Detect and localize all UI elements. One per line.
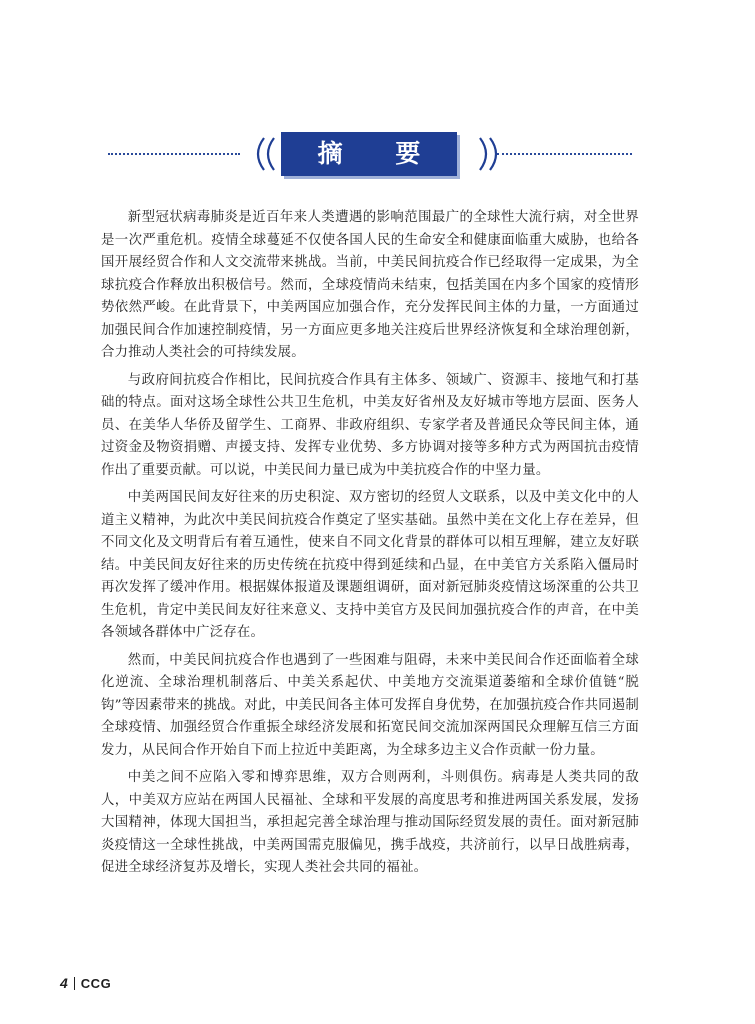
- bracket-left-icon: [246, 134, 280, 174]
- footer-divider: [74, 977, 75, 990]
- page-footer: [60, 974, 111, 992]
- title-banner: [0, 132, 755, 176]
- dotted-rule-left: [108, 153, 240, 155]
- paragraph-5: 中美之间不应陷入零和博弈思维，双方合则两利，斗则俱伤。病毒是人类共同的敌人，中美双方应站在两国人民福祉、全球和平发展的高度思考和推进两国关系发展，发扬大国精神，体现大国担当，承担起完善全球治理与推动国际经贸发展的责任。面对新冠肺炎疫情这一全球性挑战，中美两国需克服偏见，携手战疫，共济前行，以早日战胜病毒，促进全球经济复苏及增长，实现人类社会共同的福祉。: [101, 770, 639, 875]
- paragraph-2: 与政府间抗疫合作相比，民间抗疫合作具有主体多、领域广、资源丰、接地气和打基础的特点。面对这场全球性公共卫生危机，中美友好省州及友好城市等地方层面、医务人员、在美华人华侨及留学生、工商界、非政府组织、专家学者及普通民众等民间主体，通过资金及物资捐赠、声援支持、发挥专业优势、多方协调对接等多种方式为两国抗击疫情作出了重要贡献。可以说，中美民间力量已成为中美抗疫合作的中坚力量。: [101, 372, 639, 478]
- paragraph-4: 然而，中美民间抗疫合作也遇到了一些困难与阻碍，未来中美民间合作还面临着全球化逆流、全球治理机制落后、中美关系起伏、中美地方交流渠道萎缩和全球价值链“脱钩”等因素带来的挑战。对此，中美民间各主体可发挥自身优势，在加强抗疫合作共同遏制全球疫情、加强经贸合作重振全球经济发展和拓宽民间交流加深两国民众理解互信三方面发力，从民间合作开始自下而上拉近中美距离，为全球多边主义合作贡献一份力量。: [101, 652, 639, 758]
- title-box: [281, 132, 457, 176]
- brand-mark: CCG: [80, 975, 112, 991]
- paragraph-3: 中美两国民间友好往来的历史积淀、双方密切的经贸人文联系，以及中美文化中的人道主义精神，为此次中美民间抗疫合作奠定了坚实基础。虽然中美在文化上存在差异，但不同文化及文明背后有着互通性，使来自不同文化背景的群体可以相互理解，建立友好联结。中美民间友好往来的历史传统在抗疫中得到延续和凸显，在中美官方关系陷入僵局时再次发挥了缓冲作用。根据媒体报道及课题组调研，面对新冠肺炎疫情这场深重的公共卫生危机，肯定中美民间友好往来意义、支持中美官方及民间加强抗疫合作的声音，在中美各领域各群体中广泛存在。: [101, 490, 639, 640]
- page-number: 4: [60, 975, 68, 991]
- dotted-rule-right: [497, 153, 632, 155]
- paragraph-1: 新型冠状病毒肺炎是近百年来人类遭遇的影响范围最广的全球性大流行病，对全世界是一次严重危机。疫情全球蔓延不仅使各国人民的生命安全和健康面临重大威胁，也给各国开展经贸合作和人文交流带来挑战。当前，中美民间抗疫合作已经取得一定成果，为全球抗疫合作释放出积极信号。然而，全球疫情尚未结束，包括美国在内多个国家的疫情形势依然严峻。在此背景下，中美两国应加强合作，充分发挥民间主体的力量，一方面通过加强民间合作加速控制疫情，另一方面应更多地关注疫后世界经济恢复和全球治理创新，合力推动人类社会的可持续发展。: [101, 210, 639, 360]
- abstract-body: [101, 207, 639, 885]
- page-title: 摘 要: [317, 139, 443, 168]
